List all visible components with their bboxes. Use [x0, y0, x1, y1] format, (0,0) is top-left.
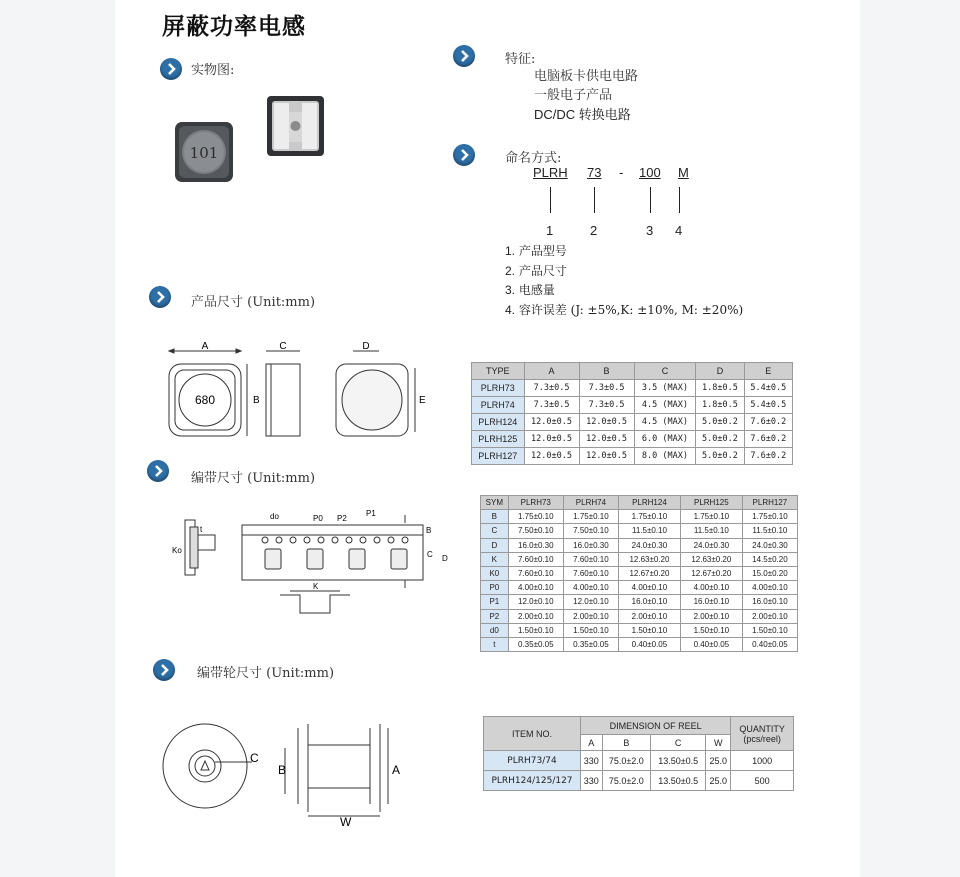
- naming-legend: [505, 242, 743, 321]
- reel-drawing: [160, 718, 420, 828]
- naming-number: 4: [675, 223, 683, 238]
- size-table-header: [472, 363, 793, 380]
- size-table-cell: 5.0±0.2: [696, 431, 744, 448]
- size-table-cell: 7.3±0.5: [524, 380, 579, 397]
- tape-table-row: [481, 595, 798, 609]
- reel-table-cell: 25.0: [706, 751, 731, 771]
- reel-table-row: [484, 751, 794, 771]
- naming-part: 100: [639, 165, 661, 180]
- dim-label-b: B: [253, 395, 260, 406]
- inductor-marking: 101: [189, 144, 219, 162]
- size-table-cell: 12.0±0.5: [579, 414, 634, 431]
- reel-table-row: [484, 771, 794, 791]
- tape-table-cell: K0: [481, 566, 509, 580]
- tape-table-cell: 1.50±0.10: [619, 623, 681, 637]
- tape-table-row: [481, 538, 798, 552]
- tape-label-t: t: [200, 525, 203, 534]
- arrow-bullet-icon: [147, 460, 169, 482]
- tape-table-cell: 11.5±0.10: [619, 524, 681, 538]
- naming-part: M: [678, 165, 689, 180]
- dim-label-d: D: [362, 341, 370, 352]
- size-table-cell: 5.0±0.2: [696, 448, 744, 465]
- tape-table-cell: 12.63±0.20: [680, 552, 742, 566]
- tape-table-row: [481, 566, 798, 580]
- tape-table-header-cell: SYM: [481, 496, 509, 510]
- tape-table-cell: 1.50±0.10: [742, 623, 797, 637]
- reel-table-item-header: ITEM NO.: [484, 717, 581, 751]
- naming-leader-line: [594, 187, 595, 213]
- tape-table-cell: 0.35±0.05: [508, 637, 563, 651]
- tape-label-p0: P0: [313, 514, 323, 523]
- size-table-cell: 3.5 (MAX): [634, 380, 696, 397]
- size-table-header-cell: TYPE: [472, 363, 525, 380]
- tape-table-cell: t: [481, 637, 509, 651]
- section-features-heading: 特征:: [505, 52, 536, 67]
- size-table-cell: 5.4±0.5: [744, 397, 792, 414]
- naming-leader-line: [650, 187, 651, 213]
- tape-table-cell: 11.5±0.10: [680, 524, 742, 538]
- tape-table-cell: 7.60±0.10: [508, 552, 563, 566]
- size-table-header-cell: E: [744, 363, 792, 380]
- tape-label-do: do: [270, 512, 279, 521]
- reel-table-cell: 13.50±0.5: [651, 771, 706, 791]
- size-table-cell: 5.0±0.2: [696, 414, 744, 431]
- dim-label-e: E: [419, 395, 426, 406]
- tape-table-cell: 1.50±0.10: [680, 623, 742, 637]
- size-table-cell: 8.0 (MAX): [634, 448, 696, 465]
- naming-number: 1: [546, 223, 554, 238]
- size-table-cell: 12.0±0.5: [524, 448, 579, 465]
- inductor-bottom-photo: [267, 96, 324, 156]
- size-table-cell: 7.6±0.2: [744, 414, 792, 431]
- tape-table-header: [481, 496, 798, 510]
- tape-table-cell: 4.00±0.10: [680, 581, 742, 595]
- size-table-row: [472, 431, 793, 448]
- size-table-header-cell: A: [524, 363, 579, 380]
- size-table-header-cell: D: [696, 363, 744, 380]
- dim-label-a: A: [201, 341, 209, 352]
- tape-table-cell: 12.63±0.20: [619, 552, 681, 566]
- tape-label-p2: P2: [337, 514, 347, 523]
- tape-table-cell: 7.60±0.10: [563, 566, 618, 580]
- tape-table-cell: K: [481, 552, 509, 566]
- naming-legend-item: 3. 电感量: [505, 283, 555, 298]
- tape-table-cell: D: [481, 538, 509, 552]
- dim-label-c: C: [279, 341, 287, 352]
- size-table-header-cell: C: [634, 363, 696, 380]
- tape-table-cell: 1.75±0.10: [508, 510, 563, 524]
- tape-table-cell: 2.00±0.10: [680, 609, 742, 623]
- product-photo: [170, 94, 330, 189]
- size-table-cell: 12.0±0.5: [579, 448, 634, 465]
- naming-part: PLRH: [533, 165, 568, 180]
- size-table-cell: 7.3±0.5: [524, 397, 579, 414]
- tape-table-cell: 4.00±0.10: [508, 581, 563, 595]
- reel-table-cell: 75.0±2.0: [602, 751, 650, 771]
- reel-table-cell: 25.0: [706, 771, 731, 791]
- tape-table-cell: 1.75±0.10: [680, 510, 742, 524]
- tape-table-header-cell: PLRH127: [742, 496, 797, 510]
- naming-legend-item: 4. 容许误差 (J: ±5%,K: ±10%, M: ±20%): [505, 303, 744, 318]
- tape-table-cell: 2.00±0.10: [563, 609, 618, 623]
- tape-table-cell: 4.00±0.10: [619, 581, 681, 595]
- naming-part: 73: [587, 165, 602, 180]
- tape-table-cell: 16.0±0.10: [742, 595, 797, 609]
- tape-table: [480, 495, 798, 652]
- tape-label-p1: P1: [366, 509, 376, 518]
- tape-pockets: [265, 549, 407, 569]
- tape-label-b: B: [426, 526, 432, 535]
- tape-table-cell: 4.00±0.10: [742, 581, 797, 595]
- reel-table-cell: 500: [731, 771, 794, 791]
- tape-table-cell: 15.0±0.20: [742, 566, 797, 580]
- size-table-cell: PLRH125: [472, 431, 525, 448]
- tape-table-cell: 0.40±0.05: [680, 637, 742, 651]
- reel-table-cell: 13.50±0.5: [651, 751, 706, 771]
- section-size-heading: 产品尺寸 (Unit:mm): [191, 295, 316, 310]
- section-photo-heading: 实物图:: [191, 63, 235, 78]
- tape-table-header-cell: PLRH73: [508, 496, 563, 510]
- feature-item: 电脑板卡供电电路: [534, 69, 639, 84]
- tape-table-cell: 0.35±0.05: [563, 637, 618, 651]
- tape-table-cell: 11.5±0.10: [742, 524, 797, 538]
- size-table-cell: PLRH127: [472, 448, 525, 465]
- size-table-row: [472, 380, 793, 397]
- section-tape-heading: 编带尺寸 (Unit:mm): [191, 471, 316, 486]
- tape-table-cell: 16.0±0.30: [508, 538, 563, 552]
- arrow-bullet-icon: [160, 58, 182, 80]
- section-reel-heading: 编带轮尺寸 (Unit:mm): [197, 666, 335, 681]
- tape-table-cell: 1.50±0.10: [563, 623, 618, 637]
- naming-part: -: [619, 165, 624, 180]
- arrow-bullet-icon: [149, 286, 171, 308]
- naming-legend-item: 1. 产品型号: [505, 244, 567, 258]
- tape-sprocket-holes: [262, 537, 408, 543]
- tape-table-row: [481, 581, 798, 595]
- tape-table-row: [481, 510, 798, 524]
- size-table-cell: 12.0±0.5: [524, 414, 579, 431]
- tape-table-cell: C: [481, 524, 509, 538]
- feature-item: [534, 105, 638, 125]
- size-table-cell: 1.8±0.5: [696, 397, 744, 414]
- tape-table-header-cell: PLRH124: [619, 496, 681, 510]
- size-table-cell: 7.6±0.2: [744, 448, 792, 465]
- size-table-cell: 1.8±0.5: [696, 380, 744, 397]
- tape-table-cell: d0: [481, 623, 509, 637]
- arrow-bullet-icon: [453, 45, 475, 67]
- tape-table-cell: 16.0±0.10: [619, 595, 681, 609]
- reel-table-cell: 330: [581, 751, 603, 771]
- tape-table-cell: 24.0±0.30: [680, 538, 742, 552]
- reel-label-a: A: [392, 763, 401, 777]
- tape-table-cell: 2.00±0.10: [508, 609, 563, 623]
- reel-table-cell: 75.0±2.0: [602, 771, 650, 791]
- naming-diagram: [533, 165, 723, 245]
- page-title: 屏蔽功率电感: [162, 13, 306, 40]
- tape-label-k: K: [313, 582, 319, 591]
- reel-table-quantity-header: QUANTITY (pcs/reel): [731, 717, 794, 751]
- tape-table-cell: 1.75±0.10: [742, 510, 797, 524]
- tape-table-cell: 4.00±0.10: [563, 581, 618, 595]
- tape-table-row: [481, 623, 798, 637]
- reel-label-b: B: [278, 763, 287, 777]
- arrow-bullet-icon: [153, 659, 175, 681]
- size-table-cell: 12.0±0.5: [579, 431, 634, 448]
- size-table-cell: 7.6±0.2: [744, 431, 792, 448]
- tape-table-cell: P1: [481, 595, 509, 609]
- tape-table-cell: 7.60±0.10: [508, 566, 563, 580]
- tape-table-row: [481, 552, 798, 566]
- reel-table-subheader: A B C W: [484, 735, 794, 751]
- tape-table-cell: 7.50±0.10: [563, 524, 618, 538]
- size-table-cell: 5.4±0.5: [744, 380, 792, 397]
- reel-table: [483, 716, 794, 791]
- dimension-drawing: [163, 340, 443, 440]
- tape-table-cell: 24.0±0.30: [619, 538, 681, 552]
- naming-leader-line: [550, 187, 551, 213]
- naming-number: 2: [590, 223, 598, 238]
- tape-drawing: [170, 505, 460, 620]
- size-table-row: [472, 448, 793, 465]
- tape-table-cell: 12.67±0.20: [619, 566, 681, 580]
- size-table-cell: 4.5 (MAX): [634, 397, 696, 414]
- feature-item-text: DC/DC 转换电路: [534, 107, 631, 122]
- size-table-cell: 7.3±0.5: [579, 380, 634, 397]
- tape-table-cell: P2: [481, 609, 509, 623]
- reel-table-cell: PLRH124/125/127: [484, 771, 581, 791]
- tape-table-cell: 12.0±0.10: [563, 595, 618, 609]
- tape-table-header-cell: PLRH125: [680, 496, 742, 510]
- tape-table-cell: B: [481, 510, 509, 524]
- tape-table-cell: 14.5±0.20: [742, 552, 797, 566]
- tape-table-row: [481, 637, 798, 651]
- size-table-cell: PLRH73: [472, 380, 525, 397]
- reel-table-cell: 1000: [731, 751, 794, 771]
- tape-table-cell: 7.50±0.10: [508, 524, 563, 538]
- size-table-cell: PLRH74: [472, 397, 525, 414]
- tape-table-header-cell: PLRH74: [563, 496, 618, 510]
- tape-table-cell: 16.0±0.10: [680, 595, 742, 609]
- reel-table-cell: PLRH73/74: [484, 751, 581, 771]
- tape-table-cell: 7.60±0.10: [563, 552, 618, 566]
- reel-label-c: C: [250, 751, 259, 765]
- tape-label-d: D: [442, 554, 448, 563]
- tape-table-cell: 1.75±0.10: [563, 510, 618, 524]
- tape-table-cell: 1.75±0.10: [619, 510, 681, 524]
- size-table-cell: 6.0 (MAX): [634, 431, 696, 448]
- tape-table-cell: 1.50±0.10: [508, 623, 563, 637]
- feature-item: 一般电子产品: [534, 88, 613, 103]
- inductor-top-photo: [175, 122, 233, 182]
- tape-table-row: [481, 524, 798, 538]
- features-list: [534, 67, 638, 125]
- tape-table-cell: 12.0±0.10: [508, 595, 563, 609]
- size-table-row: [472, 414, 793, 431]
- tape-table-cell: 12.67±0.20: [680, 566, 742, 580]
- dim-marking: 680: [194, 393, 216, 407]
- size-table-row: [472, 397, 793, 414]
- tape-table-cell: 16.0±0.30: [563, 538, 618, 552]
- naming-leader-line: [679, 187, 680, 213]
- reel-table-cell: 330: [581, 771, 603, 791]
- size-table: [471, 362, 793, 465]
- tape-table-cell: 0.40±0.05: [619, 637, 681, 651]
- size-table-header-cell: B: [579, 363, 634, 380]
- tape-table-row: [481, 609, 798, 623]
- tape-table-cell: 2.00±0.10: [742, 609, 797, 623]
- tape-table-cell: P0: [481, 581, 509, 595]
- size-table-cell: 7.3±0.5: [579, 397, 634, 414]
- reel-table-dimension-header: DIMENSION OF REEL: [581, 717, 731, 735]
- naming-legend-item: 2. 产品尺寸: [505, 263, 567, 278]
- tape-table-cell: 24.0±0.30: [742, 538, 797, 552]
- section-naming-heading: 命名方式:: [505, 151, 562, 166]
- tape-table-cell: 2.00±0.10: [619, 609, 681, 623]
- tape-label-ko: Ko: [172, 546, 182, 555]
- tape-label-c: C: [427, 550, 433, 559]
- reel-label-w: W: [340, 815, 352, 828]
- naming-number: 3: [646, 223, 654, 238]
- size-table-cell: 4.5 (MAX): [634, 414, 696, 431]
- document-page: [115, 0, 860, 877]
- size-table-cell: 12.0±0.5: [524, 431, 579, 448]
- arrow-bullet-icon: [453, 144, 475, 166]
- size-table-cell: PLRH124: [472, 414, 525, 431]
- tape-table-cell: 0.40±0.05: [742, 637, 797, 651]
